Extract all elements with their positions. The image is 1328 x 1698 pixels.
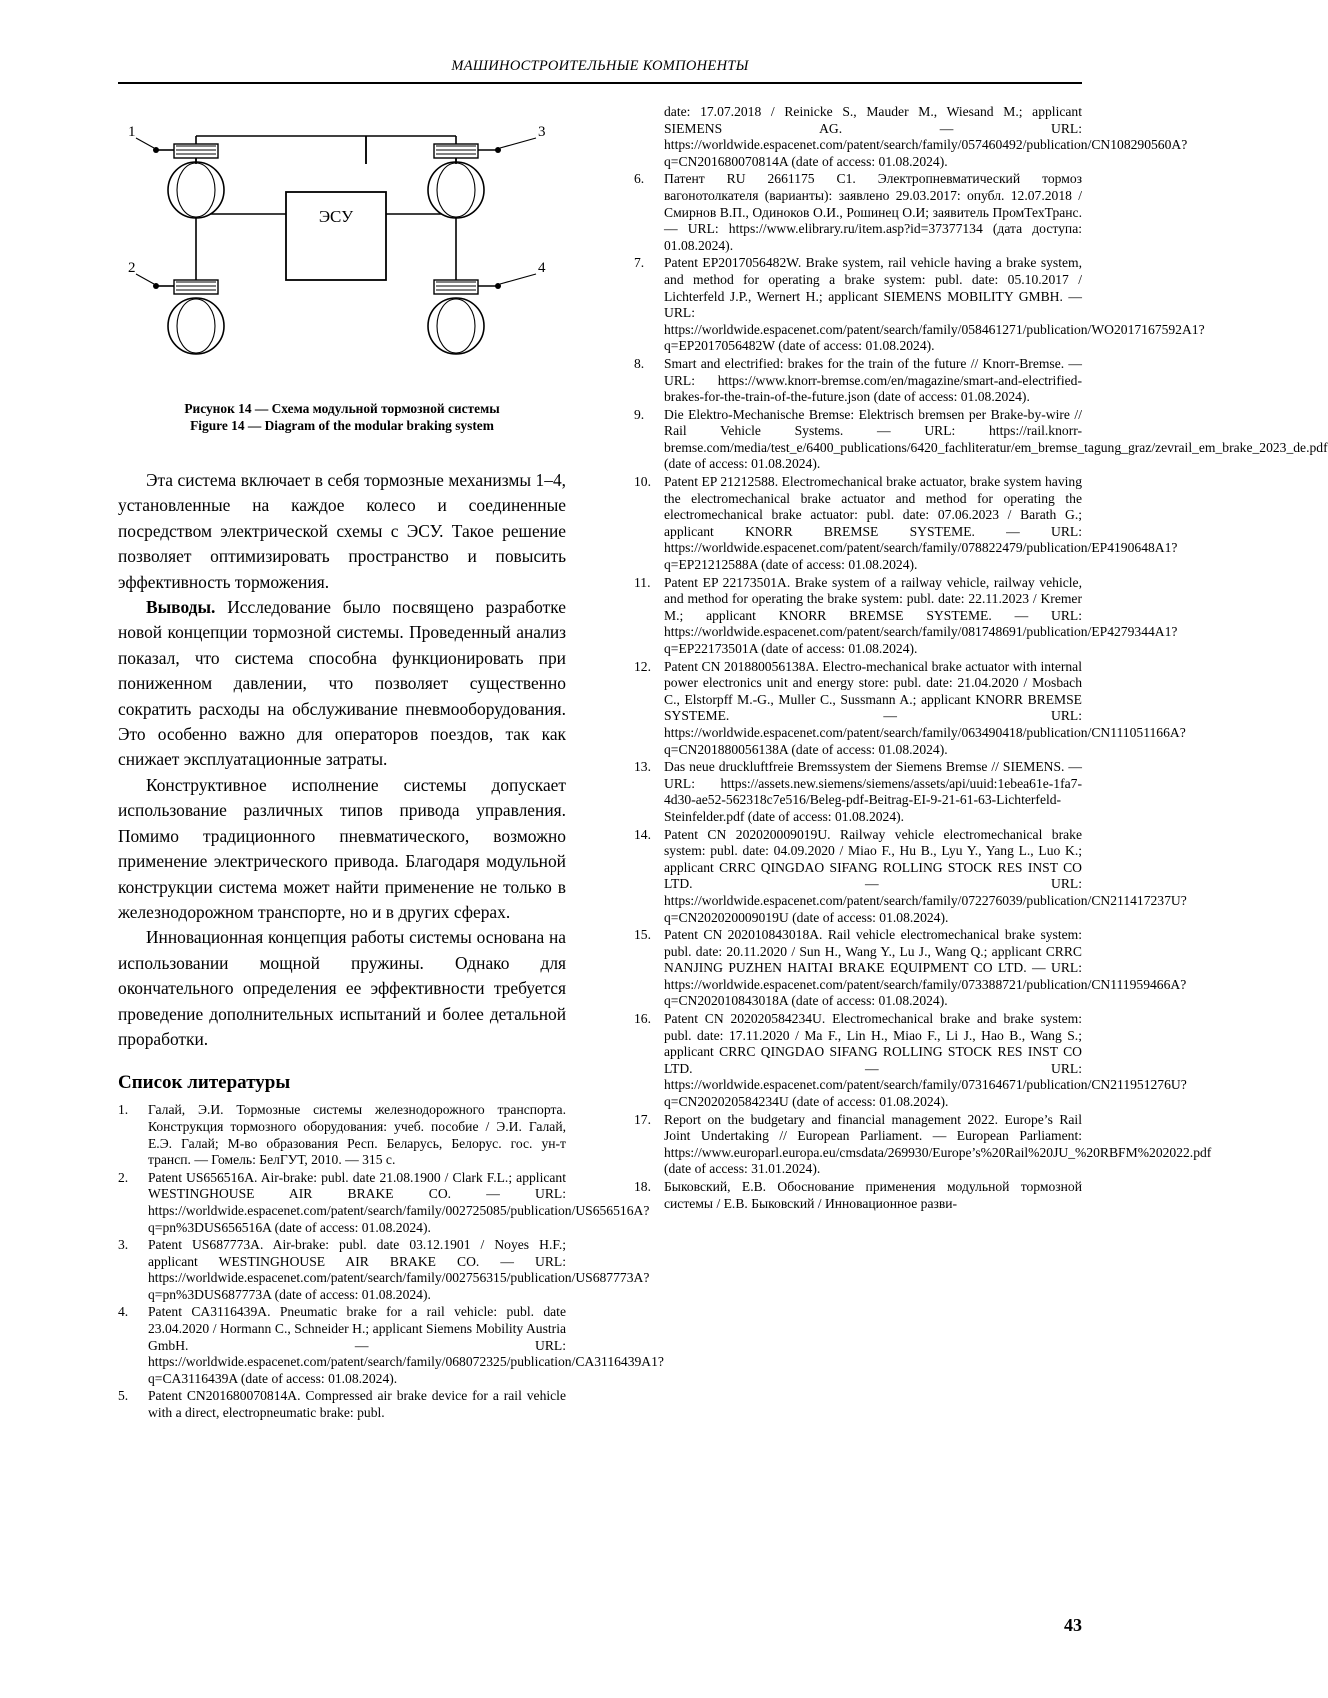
reference-text: Patent US687773A. Air-brake: publ. date 03.12.1901 / Noyes H.F.; applicant WESTINGHOUSE AIR BRAKE CO. — URL: https://worldwide.espacenet.com/patent/search/family/002756315/publication/US687773A?q=pn%3DUS687773A (date of access: 01.08.2024). (148, 1237, 650, 1302)
reference-number: 12. (634, 658, 651, 674)
running-head: МАШИНОСТРОИТЕЛЬНЫЕ КОМПОНЕНТЫ (451, 58, 749, 74)
reference-item (118, 1102, 566, 1168)
reference-number: 10. (634, 474, 651, 490)
reference-number: 3. (118, 1237, 129, 1253)
paragraph-3: Конструктивное исполнение системы допускает использование различных типов привода управления. Помимо традиционного пневматического, возможно применение электрического привода. Благодаря модульной конструкции система может найти применение не только в железнодорожном транспорте, но и в других сферах. (118, 774, 566, 922)
reference-text: Быковский, Е.В. Обоснование применения модульной тормозной системы / Е.В. Быковский / Инновационное разви- (664, 1179, 1082, 1211)
reference-item (634, 171, 1082, 254)
reference-list-right (634, 104, 1328, 1212)
figure-center-label: ЭСУ (318, 207, 354, 226)
reference-item-continued (634, 104, 1188, 170)
reference-item (118, 1304, 664, 1387)
reference-number: 1. (118, 1102, 129, 1118)
reference-text: date: 17.07.2018 / Reinicke S., Mauder M., Wiesand M.; applicant SIEMENS AG. — URL: https://worldwide.espacenet.com/patent/search/family/057460492/publication/CN108290560A?q=CN201680070814A (date of access: 01.08.2024). (664, 104, 1188, 169)
reference-text: Patent CN201680070814A. Compressed air brake device for a rail vehicle with a direct, electropneumatic brake: publ. (148, 1388, 566, 1421)
reference-number: 15. (634, 927, 651, 943)
reference-item (118, 1237, 650, 1303)
reference-item (634, 406, 1328, 473)
reference-number: 16. (634, 1011, 651, 1027)
reference-item (634, 826, 1187, 927)
figure-diagram (118, 104, 566, 394)
reference-number: 14. (634, 826, 651, 842)
paragraph-1: Эта система включает в себя тормозные механизмы 1–4, установленные на каждое колесо и соединенные посредством электрической схемы с ЭСУ. Такое решение позволяет оптимизировать пространство и повысить эффективность торможения. (118, 470, 566, 592)
figure-label-2: 2 (128, 260, 136, 276)
reference-item (634, 759, 1082, 825)
figure-label-4: 4 (538, 260, 546, 276)
reference-item (634, 255, 1205, 355)
reference-text: Патент RU 2661175 C1. Электропневматический тормоз вагонотолкателя (варианты): заявлено 29.03.2017: опубл. 12.07.2018 / Смирнов В.П., Одиноков О.И., Рошинец О.И; заявитель ПромТехТранс. — URL: https://www.elibrary.ru/item.asp?id=37377134 (дата доступа: 01.08.2024). (664, 171, 1082, 253)
reference-text: Галай, Э.И. Тормозные системы железнодорожного транспорта. Конструкция тормозного оборудования: учеб. пособие / Э.И. Галай, Е.Э. Галай; М-во образования Респ. Беларусь, Белорус. гос. ун-т трансп. — Гомель: БелГУТ, 2010. — 315 с. (148, 1102, 566, 1168)
reference-item (118, 1388, 566, 1421)
reference-number: 11. (634, 574, 651, 590)
figure-caption-en: Figure 14 — Diagram of the modular braking system (190, 418, 494, 433)
figure-caption (118, 400, 566, 434)
reference-number: 5. (118, 1388, 129, 1404)
paragraph-2-text: Исследование было посвящено разработке новой концепции тормозной системы. Проведенный анализ показал, что система способна функционировать при пониженном давлении, что позволяет существенно сократить расходы на обслуживание пневмооборудования. Это особенно важно для операторов поездов, так как снижает эксплуатационные затраты. (118, 597, 566, 770)
page-number: 43 (1064, 1615, 1082, 1635)
reference-item (634, 658, 1186, 759)
reference-number: 18. (634, 1179, 651, 1194)
figure-caption-ru: Рисунок 14 — Схема модульной тормозной системы (184, 401, 500, 416)
reference-text: Smart and electrified: brakes for the train of the future // Knorr-Bremse. — URL: https://www.knorr-bremse.com/en/magazine/smart-and-electrified-brakes-for-the-train-of-the-future.json (date of access: 01.08.2024). (664, 355, 1082, 405)
figure-label-3: 3 (538, 124, 546, 140)
reference-text: Patent US656516A. Air-brake: publ. date 21.08.1900 / Clark F.L.; applicant WESTINGHOUSE AIR BRAKE CO. — URL: https://worldwide.espacenet.com/patent/search/family/002725085/publication/US656516A?q=pn%3DUS656516A (date of access: 01.08.2024). (148, 1169, 650, 1235)
paragraph-2 (118, 595, 566, 773)
reference-item (634, 1111, 1212, 1178)
reference-item (634, 1179, 1082, 1212)
reference-text: Das neue druckluftfreie Bremssystem der Siemens Bremse // SIEMENS. — URL: https://assets.new.siemens/siemens/assets/api/uuid:1ebea61e-1fa7-4d30-ae52-562318c7e516/Beleg-pdf-Beitrag-EI-9-21-61-63-Lichterfeld-Steinfelder.pdf (date of access: 01.08.2024). (664, 759, 1082, 824)
figure-label-1: 1 (128, 124, 136, 140)
reference-number: 13. (634, 759, 651, 775)
reference-text: Patent EP 22173501A. Brake system of a railway vehicle, railway vehicle, and method for operating the brake system: publ. date: 22.11.2023 / Kremer M.; applicant KNORR BREMSE SYSTEME. — URL: https://worldwide.espacenet.com/patent/search/family/081748691/publication/EP4279344A1?q=EP22173501A (date of access: 01.08.2024). (664, 574, 1178, 656)
reference-item (634, 1011, 1187, 1111)
reference-text: Patent CN 202010843018A. Rail vehicle electromechanical brake system: publ. date: 20.11.2020 / Sun H., Wang Y., Lu J., Wang Q.; applicant CRRC NANJING PUZHEN HAITAI BRAKE EQUIPMENT CO LTD. — URL: https://worldwide.espacenet.com/patent/search/family/073388721/publication/CN111959466A?q=CN202010843018A (date of access: 01.08.2024). (664, 927, 1187, 1009)
reference-text: Patent CN 202020009019U. Railway vehicle electromechanical brake system: publ. date: 04.09.2020 / Miao F., Hu B., Lyu Y., Yang L., Luo K.; applicant CRRC QINGDAO SIFANG ROLLING STOCK RES INST CO LTD. — URL: https://worldwide.espacenet.com/patent/search/family/072276039/publication/CN211417237U?q=CN202020009019U (date of access: 01.08.2024). (664, 826, 1187, 925)
reference-number: 8. (634, 355, 645, 371)
reference-item (634, 474, 1178, 574)
reference-item (634, 927, 1187, 1010)
reference-number: 9. (634, 406, 645, 422)
reference-number: 2. (118, 1169, 129, 1185)
reference-text: Patent CN 201880056138A. Electro-mechanical brake actuator with internal power electronics unit and energy store: publ. date: 21.04.2020 / Mosbach C., Elstorpff M.-G., Muller C., Sussmann A.; applicant KNORR BREMSE SYSTEME. — URL: https://worldwide.espacenet.com/patent/search/family/063490418/publication/CN111051166A?q=CN201880056138A (date of access: 01.08.2024). (664, 658, 1186, 757)
reference-text: Patent CA3116439A. Pneumatic brake for a rail vehicle: publ. date 23.04.2020 / Hormann C., Schneider H.; applicant Siemens Mobility Austria GmbH. — URL: https://worldwide.espacenet.com/patent/search/family/068072325/publication/CA3116439A1?q=CA3116439A (date of access: 01.08.2024). (148, 1304, 664, 1386)
reference-text: Report on the budgetary and financial management 2022. Europe’s Rail Joint Undertaking // European Parliament. — European Parliament: https://www.europarl.europa.eu/cmsdata/269930/Europe’s%20Rail%20JU_%20RBFM%202022.pdf (date of access: 31.01.2024). (664, 1111, 1212, 1177)
reference-text: Die Elektro-Mechanische Bremse: Elektrisch bremsen per Brake-by-wire // Rail Vehicle Systems. — URL: https://rail.knorr-bremse.com/media/test_e/6400_publications/6420_fachliteratur/em_bremse_tagung_graz/zevrail_em_brake_2023_de.pdf (date of access: 01.08.2024). (664, 406, 1328, 472)
right-column (634, 104, 1328, 1213)
reference-text: Patent EP2017056482W. Brake system, rail vehicle having a brake system, and method for operating a brake system: publ. date: 05.10.2017 / Lichterfeld J.P., Wernert H.; applicant SIEMENS MOBILITY GMBH. — URL: https://worldwide.espacenet.com/patent/search/family/058461271/publication/WO2017167592A1?q=EP2017056482W (date of access: 01.08.2024). (664, 255, 1205, 354)
conclusion-lead: Выводы. (146, 597, 216, 618)
reference-item (634, 356, 1082, 406)
reference-number: 6. (634, 171, 645, 187)
reference-text: Patent EP 21212588. Electromechanical brake actuator, brake system having the electromechanical brake actuator and method for operating the electromechanical brake actuator: publ. date: 07.06.2023 / Barath G.; applicant KNORR BREMSE SYSTEME. — URL: https://worldwide.espacenet.com/patent/search/family/078822479/publication/EP4190648A1?q=EP21212588A (date of access: 01.08.2024). (664, 474, 1178, 573)
paragraph-4: Инновационная концепция работы системы основана на использовании мощной пружины. Однако для окончательного определения ее эффективности требуется проведение дополнительных испытаний и более детальной проработки. (118, 927, 566, 1049)
reference-text: Patent CN 202020584234U. Electromechanical brake and brake system: publ. date: 17.11.2020 / Ma F., Lin H., Miao F., Li J., Hao B., Wang S.; applicant CRRC QINGDAO SIFANG ROLLING STOCK RES INST CO LTD. — URL: https://worldwide.espacenet.com/patent/search/family/073164671/publication/CN211951276U?q=CN202020584234U (date of access: 01.08.2024). (664, 1011, 1187, 1110)
references-title: Список литературы (118, 1072, 291, 1094)
reference-item (634, 574, 1178, 658)
reference-number: 7. (634, 255, 645, 271)
reference-number: 17. (634, 1111, 651, 1127)
header-divider (118, 82, 1082, 84)
reference-number: 4. (118, 1304, 129, 1320)
